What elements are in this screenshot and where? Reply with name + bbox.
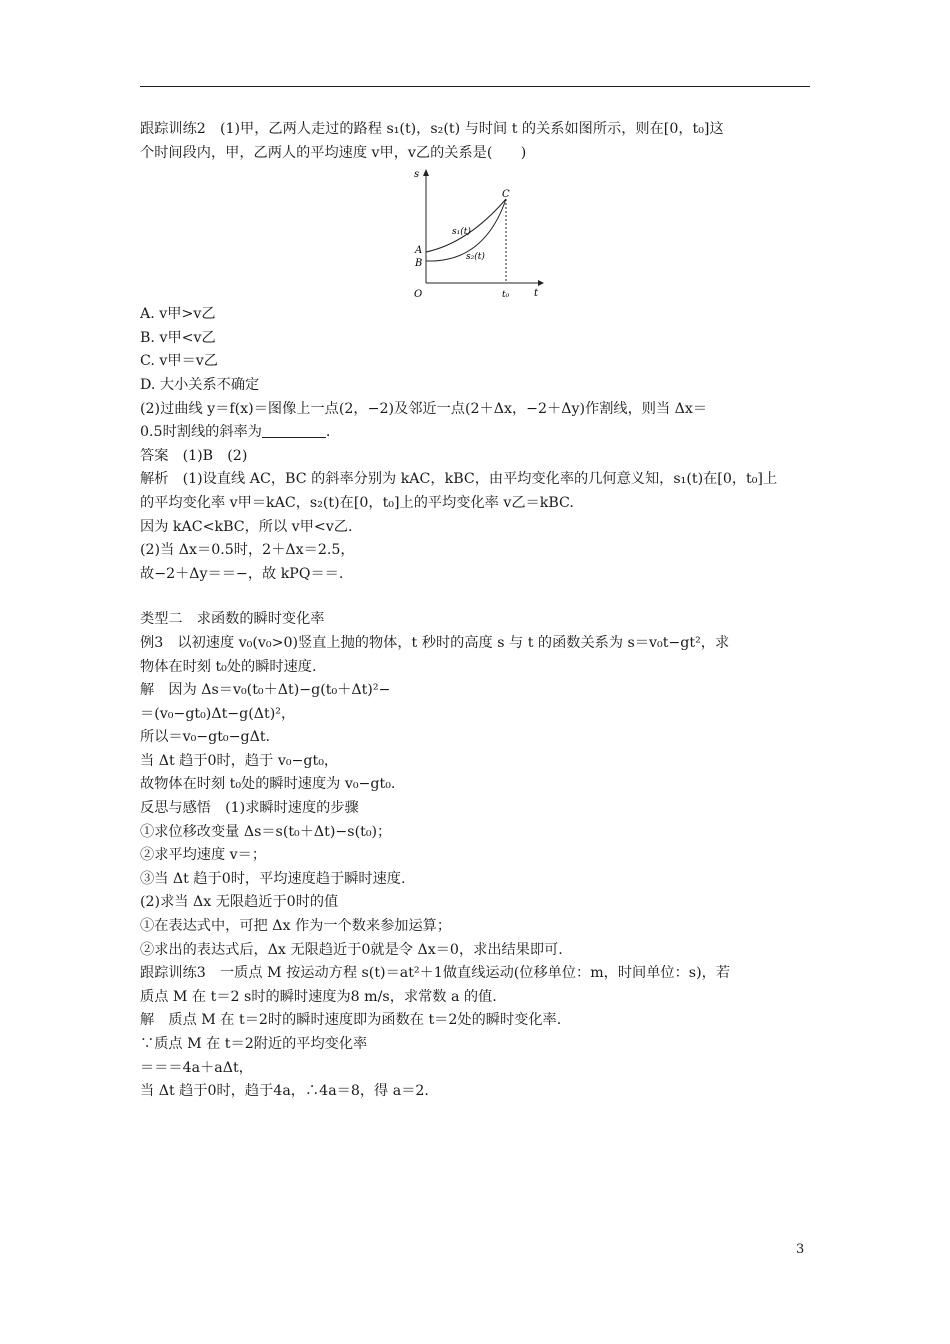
blank-line bbox=[140, 421, 810, 445]
text-line: ＝(v₀−gt₀)Δt−g(Δt)²， bbox=[140, 705, 296, 722]
s-axis-label: s bbox=[414, 169, 420, 181]
text-line: ②求出的表达式后，Δx 无限趋近于0就是令 Δx＝0，求出结果即可. bbox=[140, 941, 563, 958]
text-line: 的平均变化率 v甲＝kAC，s₂(t)在[0，t₀]上的平均变化率 v乙＝kBC. bbox=[140, 494, 574, 511]
blank-line-text: 0.5时割线的斜率为 bbox=[140, 424, 262, 441]
text-line: (2)过曲线 y＝f(x)＝图像上一点(2，−2)及邻近一点(2＋Δx，−2＋Δy)作割线，则当 Δx＝ bbox=[140, 400, 708, 417]
section-gap bbox=[140, 586, 810, 608]
distance-time-graph bbox=[406, 167, 546, 301]
header-rule bbox=[140, 86, 810, 87]
text-line: 反思与感悟 (1)求瞬时速度的步骤 bbox=[140, 800, 359, 817]
option-c: C. v甲＝v乙 bbox=[140, 353, 218, 370]
text-line: ①求位移改变量 Δs＝s(t₀＋Δt)−s(t₀)； bbox=[140, 823, 392, 840]
page-content bbox=[140, 118, 810, 1104]
text-line: 跟踪训练3 一质点 M 按运动方程 s(t)＝at²＋1做直线运动(位移单位：m，时间单位：s)，若 bbox=[140, 965, 731, 982]
option-d: D. 大小关系不确定 bbox=[140, 376, 260, 393]
t-axis-arrow bbox=[538, 280, 544, 286]
text-line: 解析 (1)设直线 AC，BC 的斜率分别为 kAC，kBC，由平均变化率的几何意义知，s₁(t)在[0，t₀]上 bbox=[140, 471, 778, 488]
text-line: 解 因为 Δs＝v₀(t₀＋Δt)−g(t₀＋Δt)²− bbox=[140, 682, 391, 699]
section-heading: 类型二 求函数的瞬时变化率 bbox=[140, 611, 325, 628]
t-axis-label: t bbox=[534, 288, 539, 300]
distance-time-figure bbox=[140, 165, 810, 303]
option-b: B. v甲<v乙 bbox=[140, 329, 216, 346]
text-line: 所以＝v₀−gt₀−gΔt. bbox=[140, 729, 271, 746]
text-line: 例3 以初速度 v₀(v₀>0)竖直上抛的物体，t 秒时的高度 s 与 t 的函数关系为 s＝v₀t−gt²，求 bbox=[140, 634, 730, 651]
blank-line-end: . bbox=[325, 424, 331, 441]
text-line: 故物体在时刻 t₀处的瞬时速度为 v₀−gt₀. bbox=[140, 776, 396, 793]
point-c-label: C bbox=[502, 189, 510, 201]
curve2-label: s₂(t) bbox=[466, 252, 485, 263]
text-line: (2)求当 Δx 无限趋近于0时的值 bbox=[140, 894, 339, 911]
page-number: 3 bbox=[796, 1242, 805, 1257]
point-b-label: B bbox=[415, 258, 423, 270]
s-axis-arrow bbox=[423, 169, 429, 176]
text-line: ①在表达式中，可把 Δx 作为一个数来参加运算； bbox=[140, 918, 452, 935]
text-line: ③当 Δt 趋于0时，平均速度趋于瞬时速度. bbox=[140, 870, 406, 887]
text-line: ＝＝＝4a＋aΔt， bbox=[140, 1059, 253, 1076]
text-line: 个时间段内，甲，乙两人的平均速度 v甲，v乙的关系是( ) bbox=[140, 144, 527, 161]
text-line: ②求平均速度 v＝； bbox=[140, 847, 267, 864]
text-line: ∵质点 M 在 t＝2附近的平均变化率 bbox=[140, 1036, 368, 1052]
text-line: 答案 (1)B (2) bbox=[140, 447, 248, 464]
point-a-label: A bbox=[415, 245, 423, 257]
text-line: (2)当 Δx＝0.5时，2＋Δx＝2.5， bbox=[140, 542, 355, 559]
text-line: 因为 kAC<kBC，所以 v甲<v乙. bbox=[140, 518, 353, 535]
option-a: A. v甲>v乙 bbox=[140, 306, 216, 323]
t0-label: t₀ bbox=[502, 290, 510, 301]
answer-blank bbox=[262, 423, 326, 438]
text-line: 质点 M 在 t＝2 s时的瞬时速度为8 m/s，求常数 a 的值. bbox=[140, 988, 497, 1005]
text-line: 当 Δt 趋于0时，趋于4a，∴4a＝8，得 a＝2. bbox=[140, 1083, 429, 1100]
origin-label: O bbox=[414, 289, 423, 301]
text-line: 当 Δt 趋于0时，趋于 v₀−gt₀， bbox=[140, 752, 339, 769]
text-line: 物体在时刻 t₀处的瞬时速度. bbox=[140, 658, 317, 675]
curve1-label: s₁(t) bbox=[452, 227, 471, 238]
text-line: 故−2＋Δy＝＝−，故 kPQ＝＝. bbox=[140, 565, 344, 582]
text-line: 解 质点 M 在 t＝2时的瞬时速度即为函数在 t＝2处的瞬时变化率. bbox=[140, 1012, 562, 1029]
text-line: 跟踪训练2 (1)甲，乙两人走过的路程 s₁(t)，s₂(t) 与时间 t 的关系如图所示，则在[0，t₀]这 bbox=[140, 121, 724, 137]
